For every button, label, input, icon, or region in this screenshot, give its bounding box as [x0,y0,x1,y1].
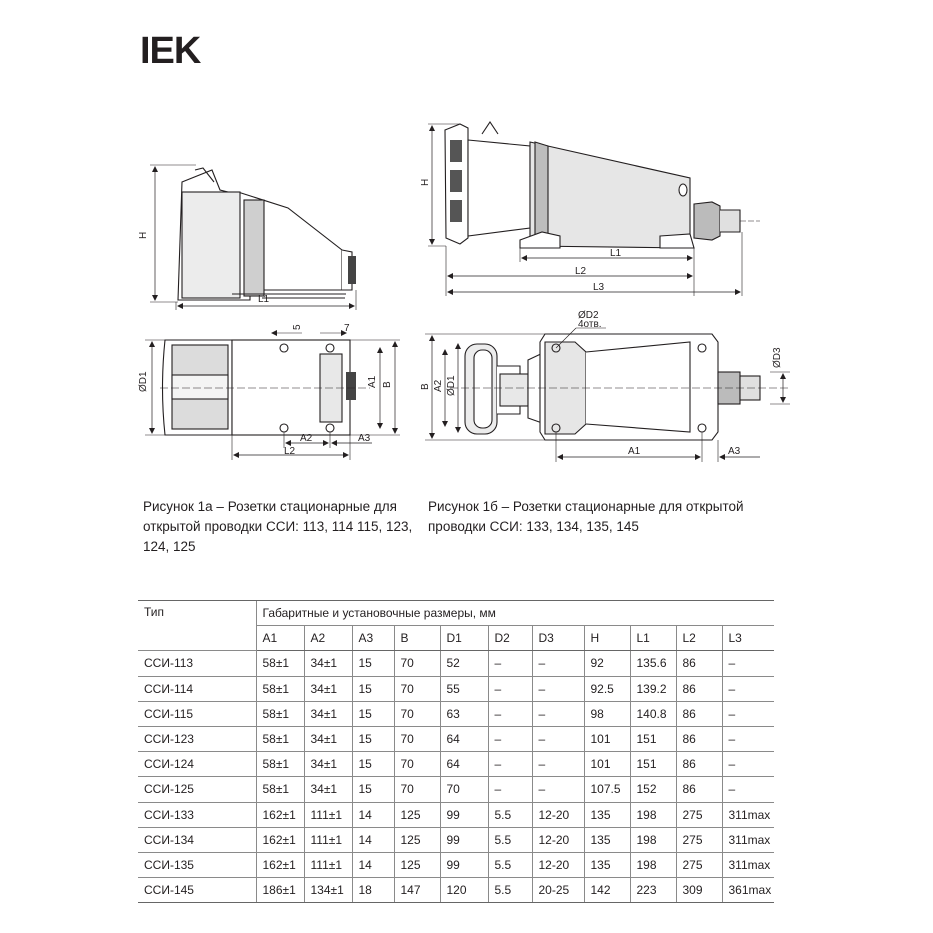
value-cell: 309 [676,878,722,903]
value-cell: – [722,752,774,777]
value-cell: 111±1 [304,827,352,852]
fig1a-b-label: B [382,381,393,388]
type-cell: ССИ-115 [138,701,256,726]
fig1a-dim5-label: 5 [292,324,303,330]
value-cell: 86 [676,701,722,726]
value-cell: 5.5 [488,878,532,903]
value-cell: 111±1 [304,852,352,877]
fig1a-h-label: H [138,231,149,239]
value-cell: 18 [352,878,394,903]
type-header: Тип [138,601,256,651]
value-cell: 162±1 [256,802,304,827]
type-cell: ССИ-114 [138,676,256,701]
value-cell: – [532,676,584,701]
col-header: L3 [722,626,774,651]
fig1b-a1-label: A1 [628,446,641,457]
value-cell: 86 [676,777,722,802]
col-header: L2 [676,626,722,651]
value-cell: – [488,752,532,777]
type-cell: ССИ-113 [138,651,256,676]
value-cell: 134±1 [304,878,352,903]
fig1b-h-label: H [420,178,431,186]
value-cell: 58±1 [256,777,304,802]
fig1a-a3-label: A3 [358,433,371,444]
value-cell: 125 [394,852,440,877]
value-cell: 107.5 [584,777,630,802]
table-row [138,852,774,877]
value-cell: 311max [722,852,774,877]
fig1a-a1-label: A1 [367,375,378,388]
table-row [138,827,774,852]
col-header: D1 [440,626,488,651]
value-cell: 142 [584,878,630,903]
value-cell: – [722,701,774,726]
value-cell: 15 [352,701,394,726]
value-cell: 147 [394,878,440,903]
fig1b-l2-label: L2 [575,266,587,277]
fig1a-dim7-label: 7 [344,323,350,334]
value-cell: 34±1 [304,651,352,676]
value-cell: 162±1 [256,827,304,852]
value-cell: – [488,726,532,751]
value-cell: 86 [676,676,722,701]
value-cell: 125 [394,802,440,827]
value-cell: 162±1 [256,852,304,877]
value-cell: 34±1 [304,752,352,777]
value-cell: – [722,777,774,802]
value-cell: 98 [584,701,630,726]
value-cell: 101 [584,752,630,777]
value-cell: 34±1 [304,676,352,701]
value-cell: 361max [722,878,774,903]
fig1b-d1-label: ØD1 [446,375,457,396]
value-cell: 198 [630,827,676,852]
value-cell: – [488,777,532,802]
figure1b-side-view [428,122,760,296]
value-cell: 12-20 [532,827,584,852]
col-header: D3 [532,626,584,651]
value-cell: 99 [440,827,488,852]
type-cell: ССИ-145 [138,878,256,903]
value-cell: 70 [394,752,440,777]
value-cell: 186±1 [256,878,304,903]
value-cell: 140.8 [630,701,676,726]
table-row [138,802,774,827]
value-cell: 139.2 [630,676,676,701]
value-cell: 20-25 [532,878,584,903]
col-header: A2 [304,626,352,651]
value-cell: 135 [584,827,630,852]
value-cell: – [532,726,584,751]
value-cell: – [488,651,532,676]
dimensions-table [138,600,774,903]
value-cell: 5.5 [488,802,532,827]
value-cell: 101 [584,726,630,751]
fig1b-d2-label: ØD2 [578,310,599,321]
figure1b-top-view [425,328,790,462]
fig1b-holes-label: 4отв. [578,319,602,330]
value-cell: 14 [352,852,394,877]
value-cell: 15 [352,651,394,676]
value-cell: – [532,777,584,802]
fig1b-a2-label: A2 [433,379,444,392]
value-cell: 311max [722,827,774,852]
value-cell: 275 [676,852,722,877]
value-cell: 5.5 [488,827,532,852]
value-cell: 15 [352,676,394,701]
value-cell: 34±1 [304,726,352,751]
col-header: A3 [352,626,394,651]
col-header: A1 [256,626,304,651]
type-cell: ССИ-134 [138,827,256,852]
value-cell: 64 [440,726,488,751]
type-cell: ССИ-125 [138,777,256,802]
iek-logo: IEK [140,30,201,72]
figure1a-caption: Рисунок 1а – Розетки стационарные для открытой проводки ССИ: 113, 114 115, 123, 124, 125 [143,499,413,554]
value-cell: 125 [394,827,440,852]
fig1a-a2-label: A2 [300,433,313,444]
value-cell: 34±1 [304,777,352,802]
col-header: H [584,626,630,651]
value-cell: 58±1 [256,752,304,777]
value-cell: 64 [440,752,488,777]
col-header: B [394,626,440,651]
value-cell: – [722,651,774,676]
value-cell: 12-20 [532,802,584,827]
figure1b-caption: Рисунок 1б – Розетки стационарные для открытой проводки ССИ: 133, 134, 135, 145 [428,499,744,534]
value-cell: 58±1 [256,651,304,676]
value-cell: – [722,726,774,751]
value-cell: 70 [394,701,440,726]
fig1b-b-label: B [420,383,431,390]
value-cell: 15 [352,777,394,802]
table-row [138,676,774,701]
value-cell: 70 [394,651,440,676]
value-cell: 63 [440,701,488,726]
value-cell: 70 [394,777,440,802]
value-cell: 99 [440,852,488,877]
group-header: Габаритные и установочные размеры, мм [256,601,774,626]
value-cell: 86 [676,651,722,676]
fig1b-a3-label: A3 [728,446,741,457]
value-cell: 70 [394,676,440,701]
value-cell: 151 [630,726,676,751]
value-cell: 135 [584,852,630,877]
value-cell: 275 [676,827,722,852]
value-cell: 275 [676,802,722,827]
value-cell: 52 [440,651,488,676]
table-row [138,701,774,726]
value-cell: 58±1 [256,726,304,751]
value-cell: 135.6 [630,651,676,676]
value-cell: 58±1 [256,676,304,701]
value-cell: 92 [584,651,630,676]
value-cell: 120 [440,878,488,903]
value-cell: 55 [440,676,488,701]
value-cell: 198 [630,802,676,827]
value-cell: 14 [352,827,394,852]
fig1a-l2-label: L2 [284,446,296,457]
value-cell: – [532,752,584,777]
value-cell: – [532,651,584,676]
fig1a-l1-label: L1 [258,294,270,305]
value-cell: – [532,701,584,726]
value-cell: 14 [352,802,394,827]
type-cell: ССИ-124 [138,752,256,777]
value-cell: 223 [630,878,676,903]
type-cell: ССИ-123 [138,726,256,751]
figure1a-side-view [150,165,356,310]
value-cell: – [722,676,774,701]
fig1b-d3-label: ØD3 [772,347,783,368]
table-row [138,752,774,777]
value-cell: 5.5 [488,852,532,877]
value-cell: 135 [584,802,630,827]
fig1b-l1-label: L1 [610,248,622,259]
value-cell: 70 [394,726,440,751]
value-cell: 86 [676,752,722,777]
value-cell: – [488,676,532,701]
value-cell: 58±1 [256,701,304,726]
table-row [138,777,774,802]
fig1a-d1-label: ØD1 [138,371,149,392]
value-cell: 15 [352,752,394,777]
fig1b-l3-label: L3 [593,282,605,293]
value-cell: 151 [630,752,676,777]
value-cell: 15 [352,726,394,751]
value-cell: 34±1 [304,701,352,726]
value-cell: 99 [440,802,488,827]
value-cell: 311max [722,802,774,827]
col-header: L1 [630,626,676,651]
value-cell: 12-20 [532,852,584,877]
value-cell: 70 [440,777,488,802]
value-cell: – [488,701,532,726]
table-row [138,726,774,751]
type-cell: ССИ-133 [138,802,256,827]
value-cell: 92.5 [584,676,630,701]
value-cell: 111±1 [304,802,352,827]
table-row [138,878,774,903]
value-cell: 86 [676,726,722,751]
value-cell: 152 [630,777,676,802]
value-cell: 198 [630,852,676,877]
type-cell: ССИ-135 [138,852,256,877]
col-header: D2 [488,626,532,651]
table-row [138,651,774,676]
